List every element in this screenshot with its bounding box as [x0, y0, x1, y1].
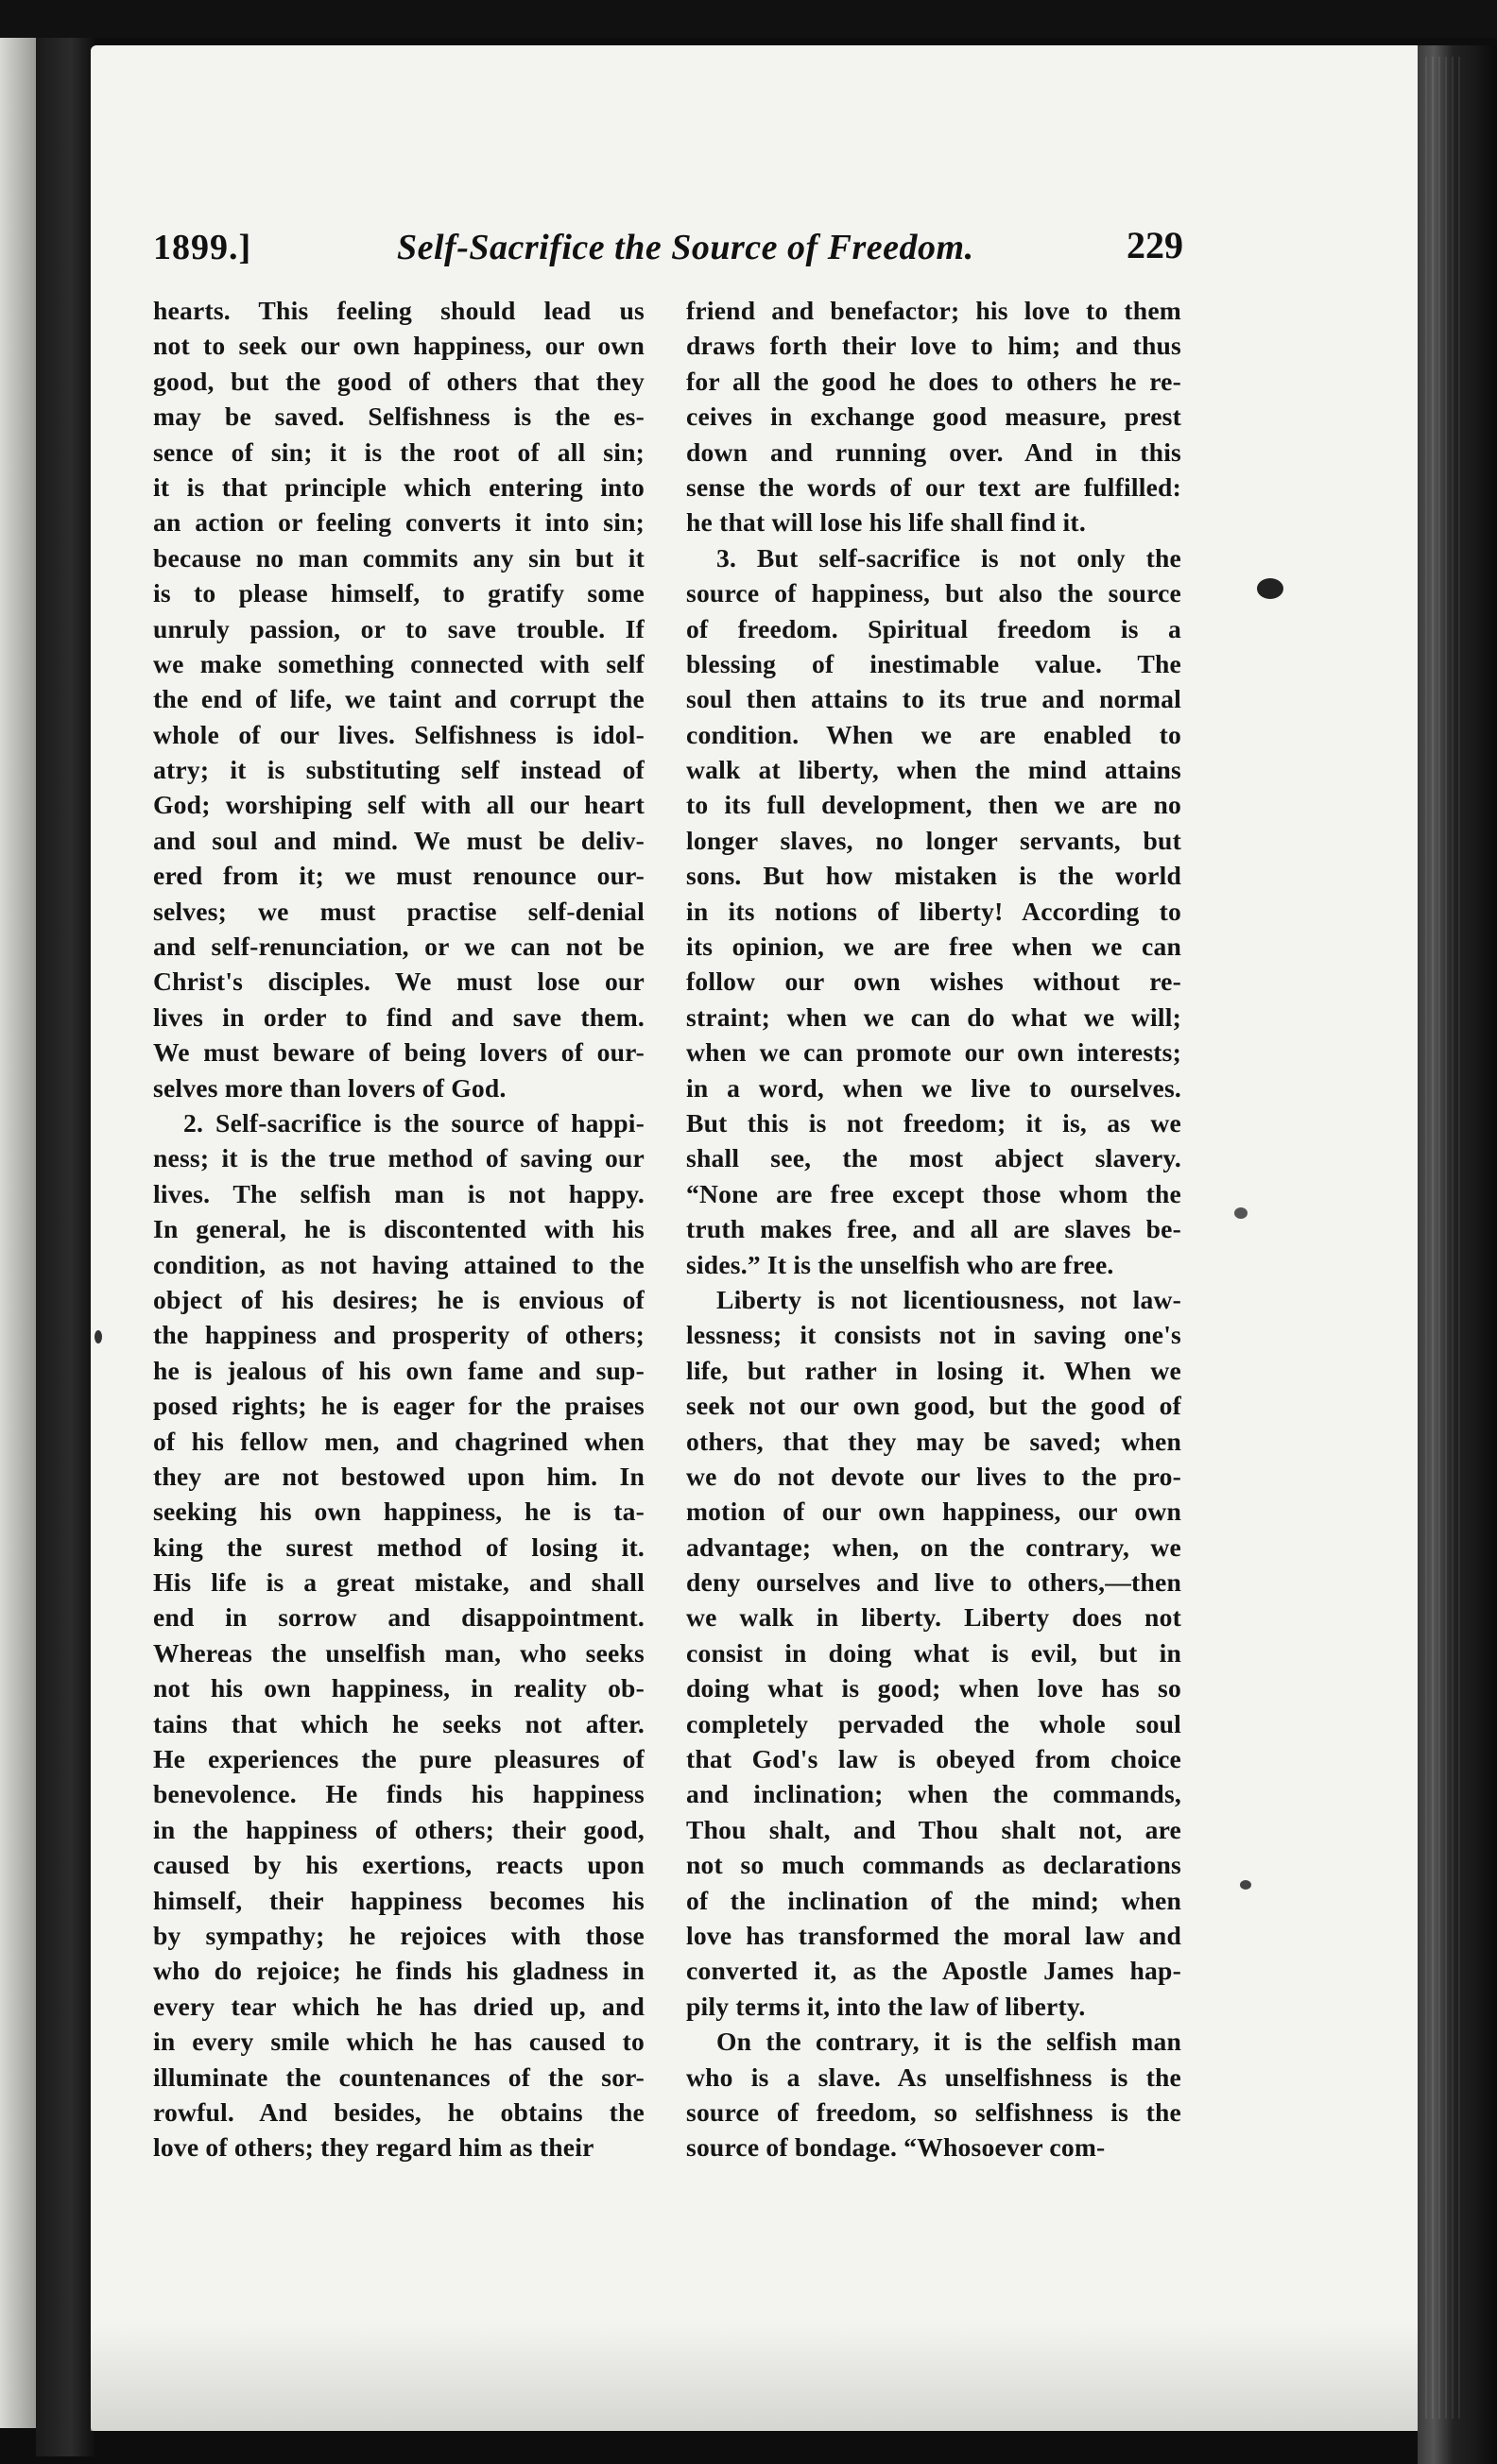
text-line: friend and benefactor; his love to them: [686, 296, 1181, 325]
text-line: life, but rather in losing it. When we: [686, 1355, 1181, 1385]
left-text-column: [153, 293, 645, 2165]
text-line: in the happiness of others; their good,: [153, 1814, 645, 1844]
text-line: ered from it; we must renounce our-: [153, 861, 645, 891]
text-line: they are not bestowed upon him. In: [153, 1461, 645, 1491]
text-line: we make something connected with self: [153, 648, 645, 678]
text-line: and self-renunciation, or we can not be: [153, 932, 645, 962]
text-line: in a word, when we live to ourselves.: [686, 1072, 1181, 1103]
text-line: not to seek our own happiness, our own: [153, 331, 645, 361]
text-line: Christ's disciples. We must lose our: [153, 967, 645, 997]
text-line: that God's law is obeyed from choice: [686, 1744, 1181, 1774]
text-line: unruly passion, or to save trouble. If: [153, 613, 645, 643]
page-bottom-shading: [91, 2324, 1423, 2431]
text-line: source of happiness, but also the source: [686, 578, 1181, 608]
text-line: and inclination; when the commands,: [686, 1779, 1181, 1809]
right-text-column: [686, 293, 1181, 2165]
text-line: ness; it is the true method of saving our: [153, 1143, 645, 1173]
running-header: [153, 219, 1183, 276]
text-line: its opinion, we are free when we can: [686, 932, 1181, 962]
header-year: 1899.]: [153, 228, 252, 267]
text-line: others, that they may be saved; when: [686, 1426, 1181, 1456]
text-line: to its full development, then we are no: [686, 790, 1181, 820]
text-line: But this is not freedom; it is, as we: [686, 1107, 1181, 1138]
text-line: condition, as not having attained to the: [153, 1249, 645, 1279]
ink-blot: [1257, 578, 1283, 599]
text-line: for all the good he does to others he re-: [686, 366, 1181, 396]
text-line: the happiness and prosperity of others;: [153, 1320, 645, 1350]
text-line: because no man commits any sin but it: [153, 542, 645, 573]
text-line: In general, he is discontented with his: [153, 1214, 645, 1244]
text-line: walk at liberty, when the mind attains: [686, 755, 1181, 785]
text-line: deny ourselves and live to others,—then: [686, 1567, 1181, 1598]
text-line: blessing of inestimable value. The: [686, 648, 1181, 678]
text-line: hearts. This feeling should lead us: [153, 296, 645, 325]
previous-page-edge: [0, 38, 36, 2428]
text-line: We must beware of being lovers of our-: [153, 1037, 645, 1068]
text-line: lessness; it consists not in saving one's: [686, 1320, 1181, 1350]
page-number: 229: [1127, 224, 1183, 266]
text-line: “None are free except those whom the: [686, 1178, 1181, 1208]
ink-speck: [1234, 1207, 1248, 1219]
text-line: down and running over. And in this: [686, 436, 1181, 467]
text-line: selves; we must practise self-denial: [153, 896, 645, 926]
text-line: and soul and mind. We must be deliv-: [153, 825, 645, 855]
text-line: Whereas the unselfish man, who seeks: [153, 1637, 645, 1668]
text-line: Liberty is not licentiousness, not law-: [716, 1284, 1181, 1314]
text-line: completely pervaded the whole soul: [686, 1708, 1181, 1738]
text-line: rowful. And besides, he obtains the: [153, 2096, 645, 2127]
ink-speck: [1240, 1880, 1251, 1890]
text-line: straint; when we can do what we will;: [686, 1001, 1181, 1032]
ink-speck: [95, 1330, 102, 1343]
text-line: source of bondage. “Whosoever com-: [686, 2132, 1106, 2163]
text-line: tains that which he seeks not after.: [153, 1708, 645, 1738]
text-line: whole of our lives. Selfishness is idol-: [153, 719, 645, 749]
text-line: pily terms it, into the law of liberty.: [686, 1991, 1086, 2021]
text-line: source of freedom, so selfishness is the: [686, 2096, 1181, 2127]
text-line: every tear which he has dried up, and: [153, 1991, 645, 2021]
text-line: in its notions of liberty! According to: [686, 896, 1181, 926]
text-line: shall see, the most abject slavery.: [686, 1143, 1181, 1173]
text-line: He experiences the pure pleasures of: [153, 1744, 645, 1774]
text-line: of his fellow men, and chagrined when: [153, 1426, 645, 1456]
text-line: posed rights; he is eager for the praises: [153, 1391, 645, 1421]
text-line: illuminate the countenances of the sor-: [153, 2062, 645, 2092]
text-line: he is jealous of his own fame and sup-: [153, 1355, 645, 1385]
text-line: he that will lose his life shall find it.: [686, 507, 1086, 538]
text-line: doing what is good; when love has so: [686, 1673, 1181, 1703]
text-line: lives in order to find and save them.: [153, 1001, 645, 1032]
text-line: benevolence. He finds his happiness: [153, 1779, 645, 1809]
text-line: On the contrary, it is the selfish man: [716, 2027, 1181, 2057]
text-line: converted it, as the Apostle James hap-: [686, 1956, 1181, 1986]
text-line: soul then attains to its true and normal: [686, 684, 1181, 714]
text-line: in every smile which he has caused to: [153, 2027, 645, 2057]
text-line: consist in doing what is evil, but in: [686, 1637, 1181, 1668]
text-line: seek not our own good, but the good of: [686, 1391, 1181, 1421]
text-line: motion of our own happiness, our own: [686, 1497, 1181, 1527]
scan-top-border: [0, 0, 1497, 38]
text-line: of the inclination of the mind; when: [686, 1885, 1181, 1915]
text-line: not his own happiness, in reality ob-: [153, 1673, 645, 1703]
text-line: king the surest method of losing it.: [153, 1531, 645, 1562]
header-title: Self-Sacrifice the Source of Freedom.: [397, 228, 974, 267]
text-line: end in sorrow and disappointment.: [153, 1602, 645, 1633]
text-line: love has transformed the moral law and: [686, 1920, 1181, 1950]
text-line: sons. But how mistaken is the world: [686, 861, 1181, 891]
text-line: who do rejoice; he finds his gladness in: [153, 1956, 645, 1986]
book-gutter: [36, 38, 95, 2456]
text-line: draws forth their love to him; and thus: [686, 331, 1181, 361]
text-line: sides.” It is the unselfish who are free.: [686, 1249, 1114, 1279]
text-line: not so much commands as declarations: [686, 1850, 1181, 1880]
text-line: by sympathy; he rejoices with those: [153, 1920, 645, 1950]
text-line: God; worshiping self with all our heart: [153, 790, 645, 820]
text-line: of freedom. Spiritual freedom is a: [686, 613, 1181, 643]
text-line: may be saved. Selfishness is the es-: [153, 402, 645, 432]
text-line: 3. But self-sacrifice is not only the: [716, 542, 1181, 573]
text-line: who is a slave. As unselfishness is the: [686, 2062, 1181, 2092]
text-line: sense the words of our text are fulfilled:: [686, 471, 1181, 502]
text-line: good, but the good of others that they: [153, 366, 645, 396]
text-line: is to please himself, to gratify some: [153, 578, 645, 608]
text-line: love of others; they regard him as their: [153, 2132, 594, 2163]
text-line: caused by his exertions, reacts upon: [153, 1850, 645, 1880]
text-line: 2. Self-sacrifice is the source of happi-: [183, 1107, 645, 1138]
text-line: it is that principle which entering into: [153, 471, 645, 502]
text-line: when we can promote our own interests;: [686, 1037, 1181, 1068]
text-line: truth makes free, and all are slaves be-: [686, 1214, 1181, 1244]
text-line: we walk in liberty. Liberty does not: [686, 1602, 1181, 1633]
text-line: an action or feeling converts it into sin;: [153, 507, 645, 538]
text-line: longer slaves, no longer servants, but: [686, 825, 1181, 855]
page-stack-lines: [1425, 57, 1463, 2419]
text-line: the end of life, we taint and corrupt the: [153, 684, 645, 714]
text-line: lives. The selfish man is not happy.: [153, 1178, 645, 1208]
text-line: advantage; when, on the contrary, we: [686, 1531, 1181, 1562]
text-line: sence of sin; it is the root of all sin;: [153, 436, 645, 467]
text-line: ceives in exchange good measure, prest: [686, 402, 1181, 432]
text-line: Thou shalt, and Thou shalt not, are: [686, 1814, 1181, 1844]
text-line: selves more than lovers of God.: [153, 1072, 507, 1103]
text-line: we do not devote our lives to the pro-: [686, 1461, 1181, 1491]
text-line: His life is a great mistake, and shall: [153, 1567, 645, 1598]
text-line: object of his desires; he is envious of: [153, 1284, 645, 1314]
text-line: seeking his own happiness, he is ta-: [153, 1497, 645, 1527]
text-line: condition. When we are enabled to: [686, 719, 1181, 749]
text-line: follow our own wishes without re-: [686, 967, 1181, 997]
text-line: atry; it is substituting self instead of: [153, 755, 645, 785]
text-line: himself, their happiness becomes his: [153, 1885, 645, 1915]
